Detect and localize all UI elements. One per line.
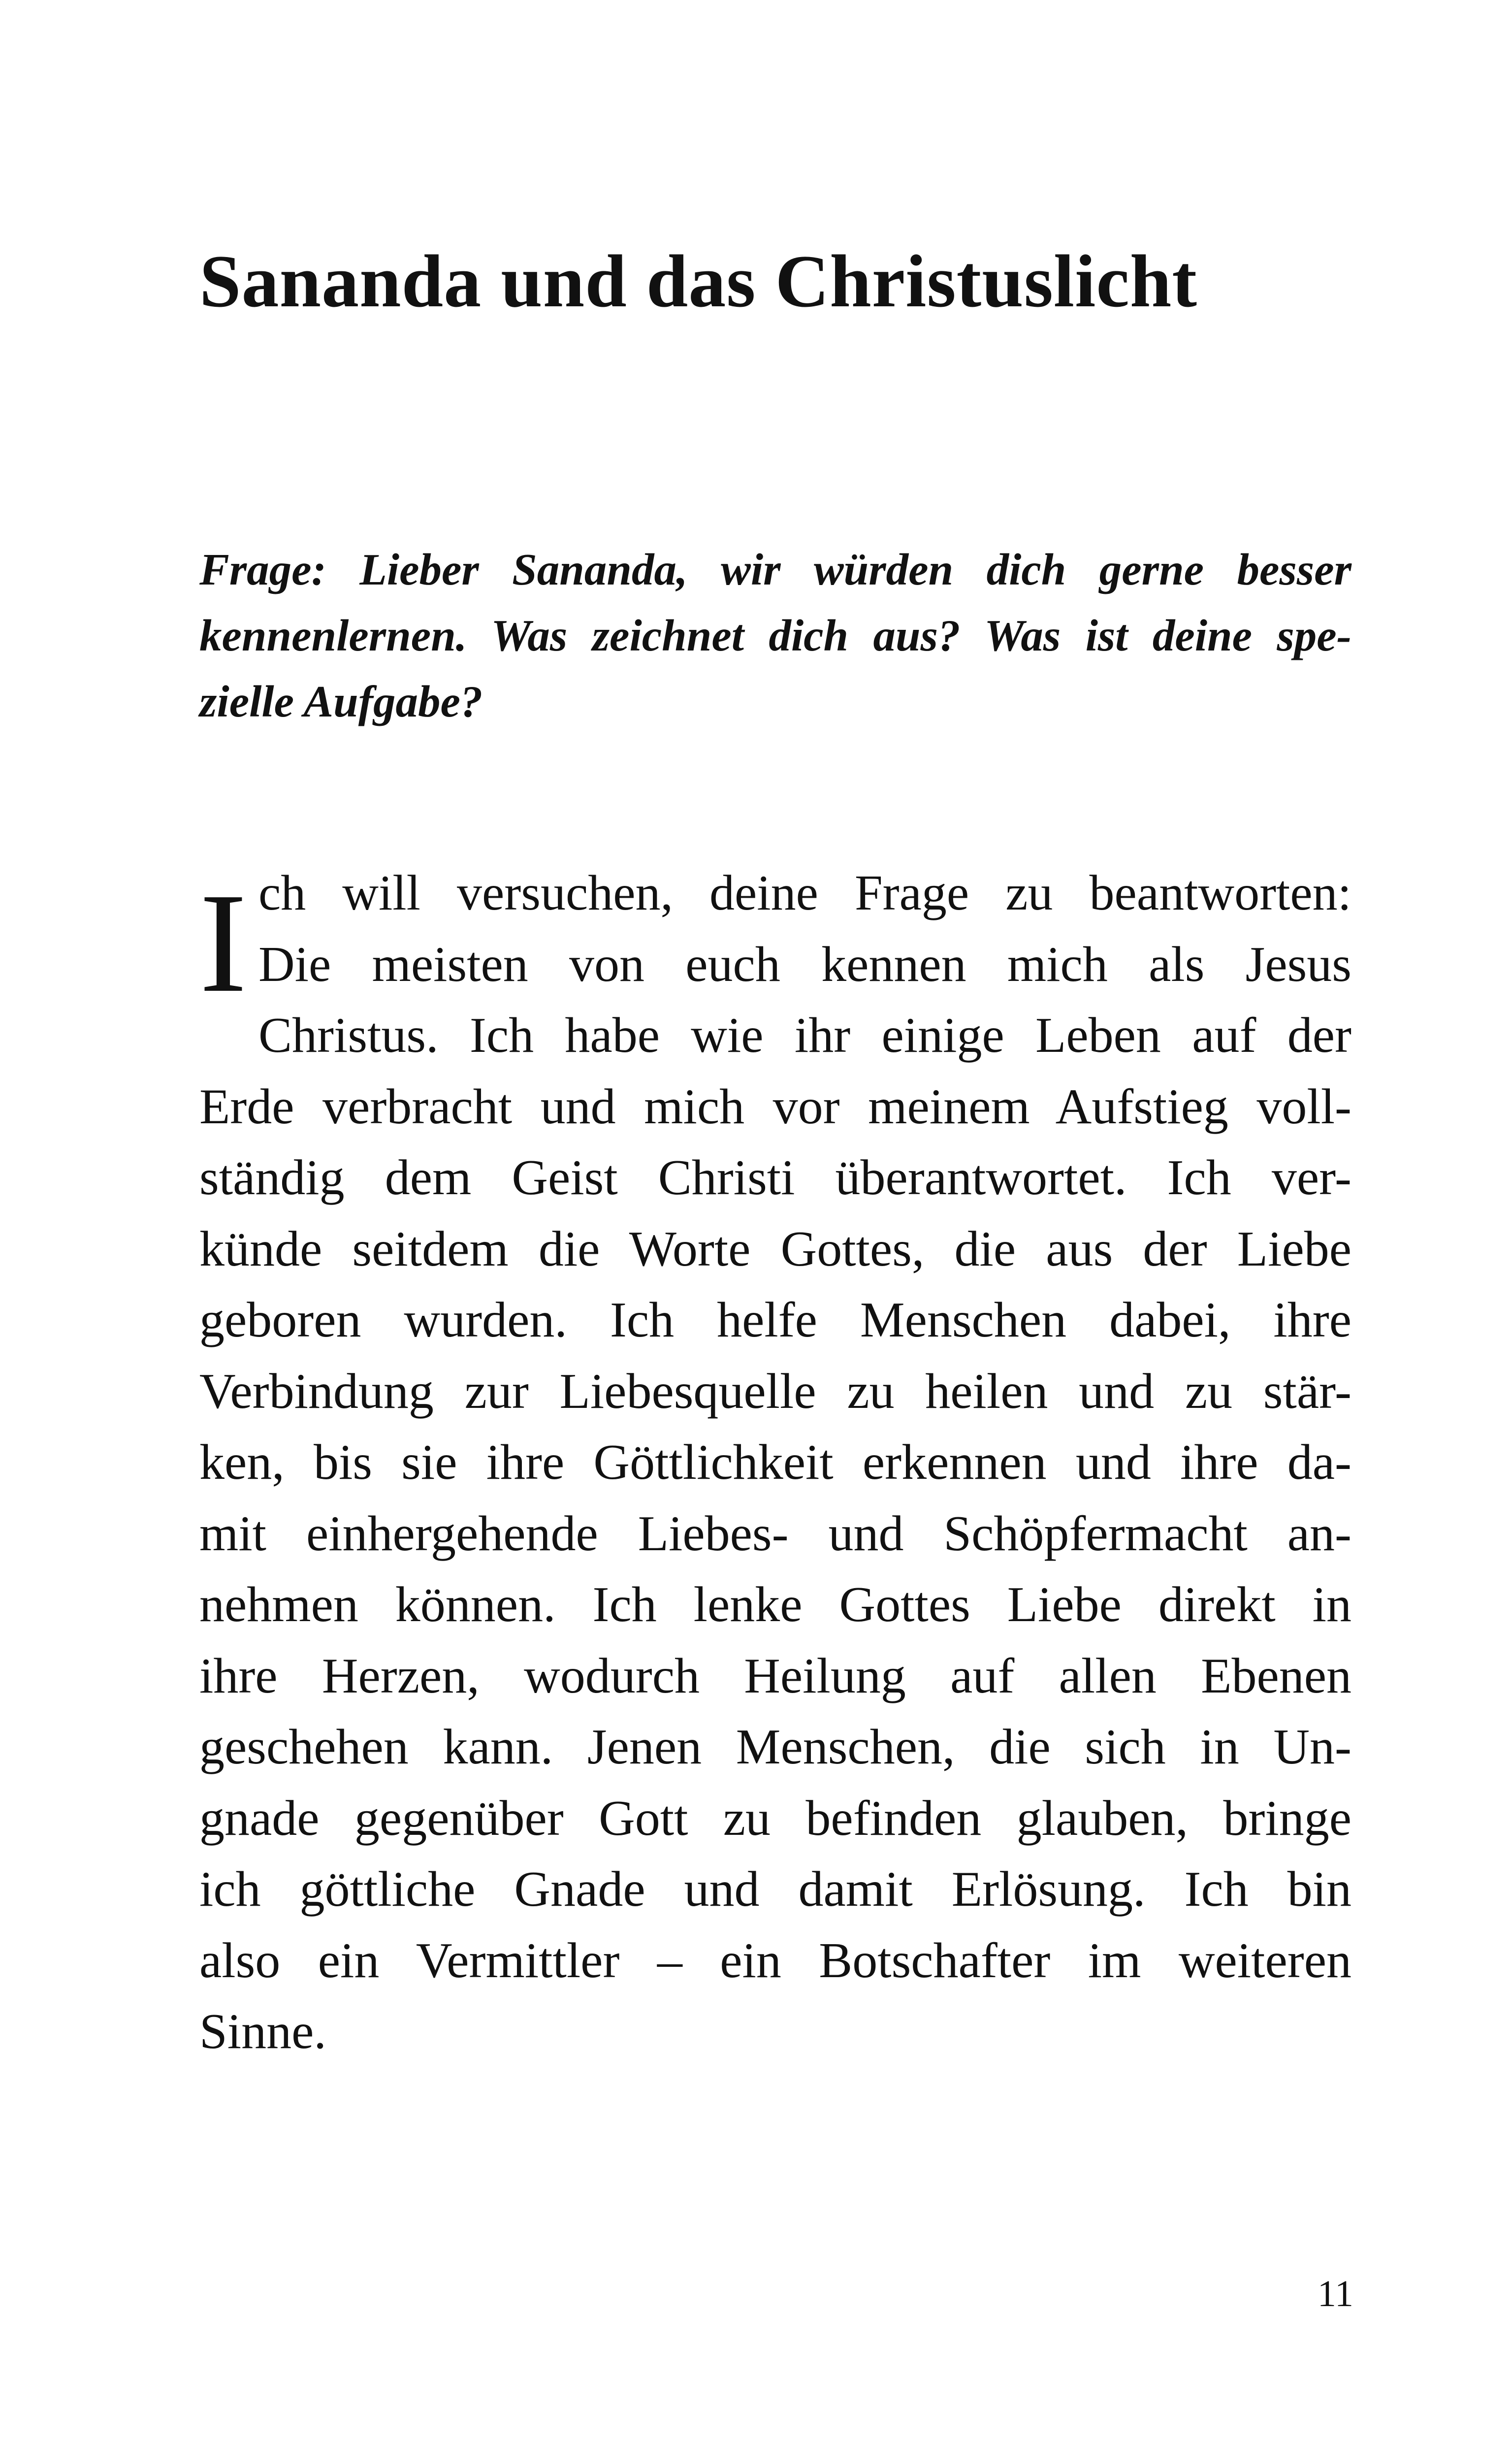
- answer-line: also ein Vermittler – ein Botschafter im weiteren: [199, 1932, 1351, 1988]
- answer-line: Sinne.: [199, 2004, 326, 2059]
- answer-line: Erde verbracht und mich vor meinem Aufstieg voll-: [199, 1078, 1351, 1135]
- answer-line: ständig dem Geist Christi überantwortet. Ich ver-: [199, 1150, 1351, 1205]
- answer-line: gnade gegenüber Gott zu befinden glauben, bringe: [199, 1790, 1351, 1846]
- answer-line: nehmen können. Ich lenke Gottes Liebe direkt in: [199, 1577, 1351, 1632]
- page-number: 11: [1317, 2273, 1353, 2314]
- chapter-title: Sananda und das Christuslicht: [199, 240, 1197, 323]
- answer-line: geboren wurden. Ich helfe Menschen dabei, ihre: [199, 1292, 1351, 1348]
- question-paragraph: [199, 537, 1351, 735]
- drop-cap: I: [199, 864, 247, 1022]
- answer-line: mit einhergehende Liebes- und Schöpfermacht an-: [199, 1505, 1351, 1562]
- answer-line: Verbindung zur Liebesquelle zu heilen und zu stär-: [199, 1363, 1351, 1419]
- question-line: Frage: Lieber Sananda, wir würden dich gerne besser: [199, 545, 1351, 594]
- answer-line: künde seitdem die Worte Gottes, die aus der Liebe: [199, 1221, 1351, 1277]
- question-line: kennenlernen. Was zeichnet dich aus? Was ist deine spe-: [199, 611, 1351, 660]
- question-line: zielle Aufgabe?: [199, 677, 483, 726]
- answer-line: ihre Herzen, wodurch Heilung auf allen Ebenen: [199, 1648, 1351, 1704]
- answer-line: ich göttliche Gnade und damit Erlösung. Ich bin: [199, 1861, 1351, 1917]
- answer-line: Christus. Ich habe wie ihr einige Leben auf der: [258, 1008, 1351, 1063]
- answer-line: Die meisten von euch kennen mich als Jesus: [258, 936, 1351, 992]
- answer-line: geschehen kann. Jenen Menschen, die sich in Un-: [199, 1719, 1351, 1775]
- answer-line: ken, bis sie ihre Göttlichkeit erkennen und ihre da-: [199, 1434, 1351, 1490]
- answer-line: ch will versuchen, deine Frage zu beantworten:: [258, 865, 1351, 921]
- answer-paragraph: [199, 858, 1351, 2068]
